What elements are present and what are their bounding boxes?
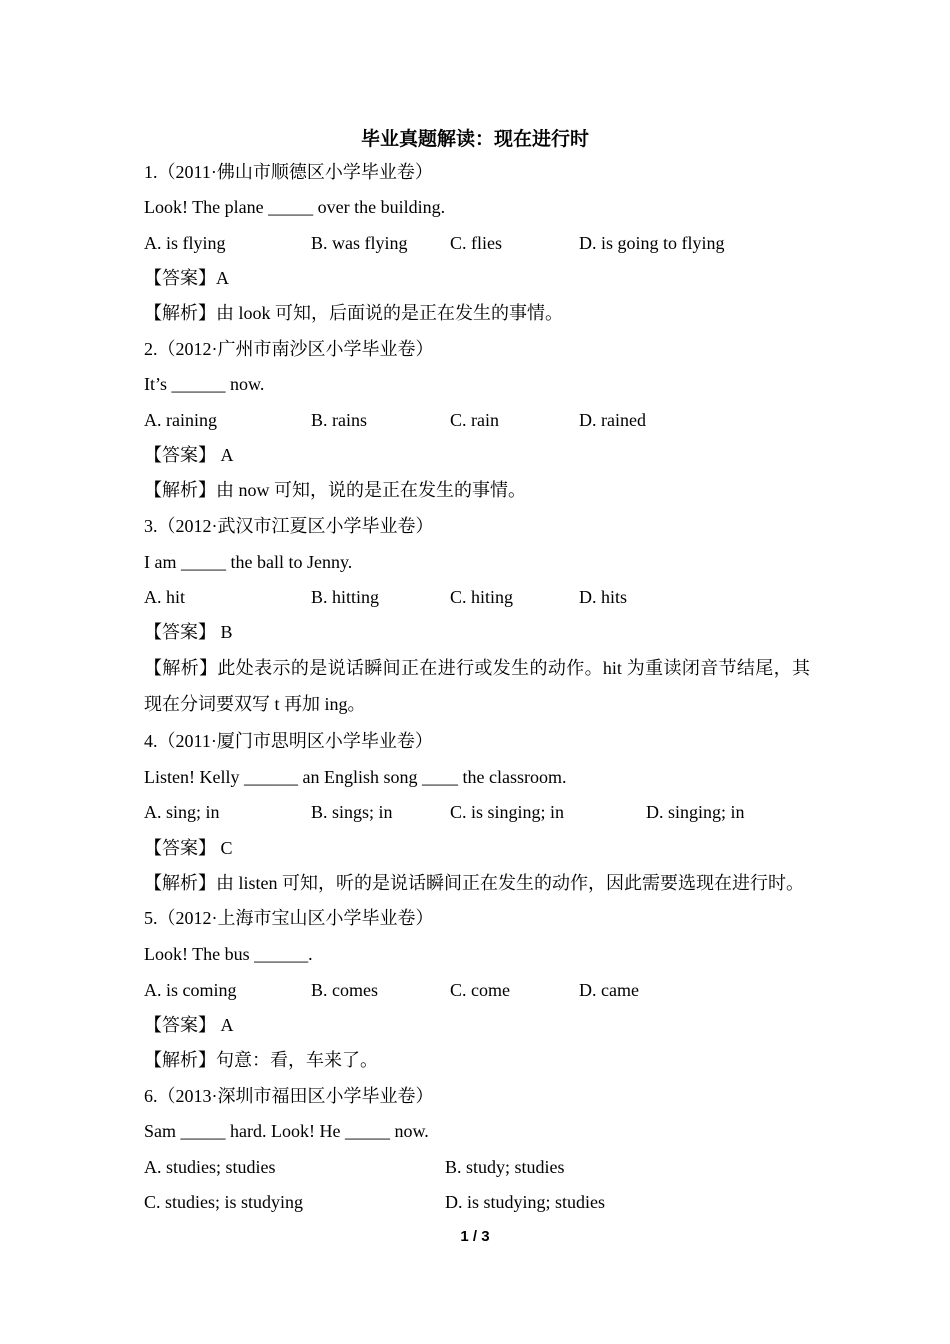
analysis: 【解析】由 now 可知，说的是正在发生的事情。 (144, 480, 526, 500)
option-b: B. study; studies (445, 1157, 565, 1177)
option-a: A. sing; in (144, 802, 220, 822)
option-c: C. flies (450, 233, 502, 253)
option-a: A. hit (144, 587, 186, 607)
analysis: 【解析】此处表示的是说话瞬间正在进行或发生的动作。hit 为重读闭音节结尾，其现在分词要双写 t 再加 ing。 (144, 658, 810, 714)
option-c: C. come (450, 980, 510, 1000)
option-c: C. hiting (450, 587, 514, 607)
question-source: 4.（2011·厦门市思明区小学毕业卷） (144, 731, 433, 751)
answer: 【答案】 A (144, 445, 234, 465)
question-source: 2.（2012·广州市南沙区小学毕业卷） (144, 339, 434, 359)
answer: 【答案】A (144, 268, 229, 288)
option-d: D. singing; in (646, 802, 745, 822)
option-a: A. is flying (144, 233, 226, 253)
option-a: A. raining (144, 410, 217, 430)
question-source: 6.（2013·深圳市福田区小学毕业卷） (144, 1086, 434, 1106)
question-source: 1.（2011·佛山市顺德区小学毕业卷） (144, 162, 433, 182)
option-c: C. rain (450, 410, 499, 430)
question-stem: Look! The bus ______. (144, 944, 313, 964)
question-stem: Listen! Kelly ______ an English song ____ the classroom. (144, 767, 567, 787)
option-a: A. studies; studies (144, 1157, 276, 1177)
answer: 【答案】 C (144, 838, 233, 858)
option-c: C. is singing; in (450, 802, 565, 822)
question-stem: It’s ______ now. (144, 374, 265, 394)
option-a: A. is coming (144, 980, 237, 1000)
analysis: 【解析】由 listen 可知，听的是说话瞬间正在发生的动作，因此需要选现在进行时。 (144, 873, 804, 893)
question-stem: Sam _____ hard. Look! He _____ now. (144, 1121, 429, 1141)
option-d: D. came (579, 980, 639, 1000)
question-source: 5.（2012·上海市宝山区小学毕业卷） (144, 908, 434, 928)
page-number: 1 / 3 (460, 1228, 490, 1245)
option-b: B. was flying (311, 233, 408, 253)
question-stem: I am _____ the ball to Jenny. (144, 552, 353, 572)
question-source: 3.（2012·武汉市江夏区小学毕业卷） (144, 516, 434, 536)
page-title: 毕业真题解读：现在进行时 (360, 128, 589, 150)
option-b: B. comes (311, 980, 378, 1000)
option-b: B. rains (311, 410, 367, 430)
option-d: D. is going to flying (579, 233, 725, 253)
option-d: D. rained (579, 410, 646, 430)
answer: 【答案】 B (144, 622, 233, 642)
option-c: C. studies; is studying (144, 1192, 304, 1212)
answer: 【答案】 A (144, 1015, 234, 1035)
analysis: 【解析】句意：看，车来了。 (144, 1050, 378, 1070)
analysis: 【解析】由 look 可知，后面说的是正在发生的事情。 (144, 303, 563, 323)
question-stem: Look! The plane _____ over the building. (144, 197, 446, 217)
option-d: D. is studying; studies (445, 1192, 606, 1212)
option-b: B. hitting (311, 587, 380, 607)
option-b: B. sings; in (311, 802, 393, 822)
option-d: D. hits (579, 587, 628, 607)
